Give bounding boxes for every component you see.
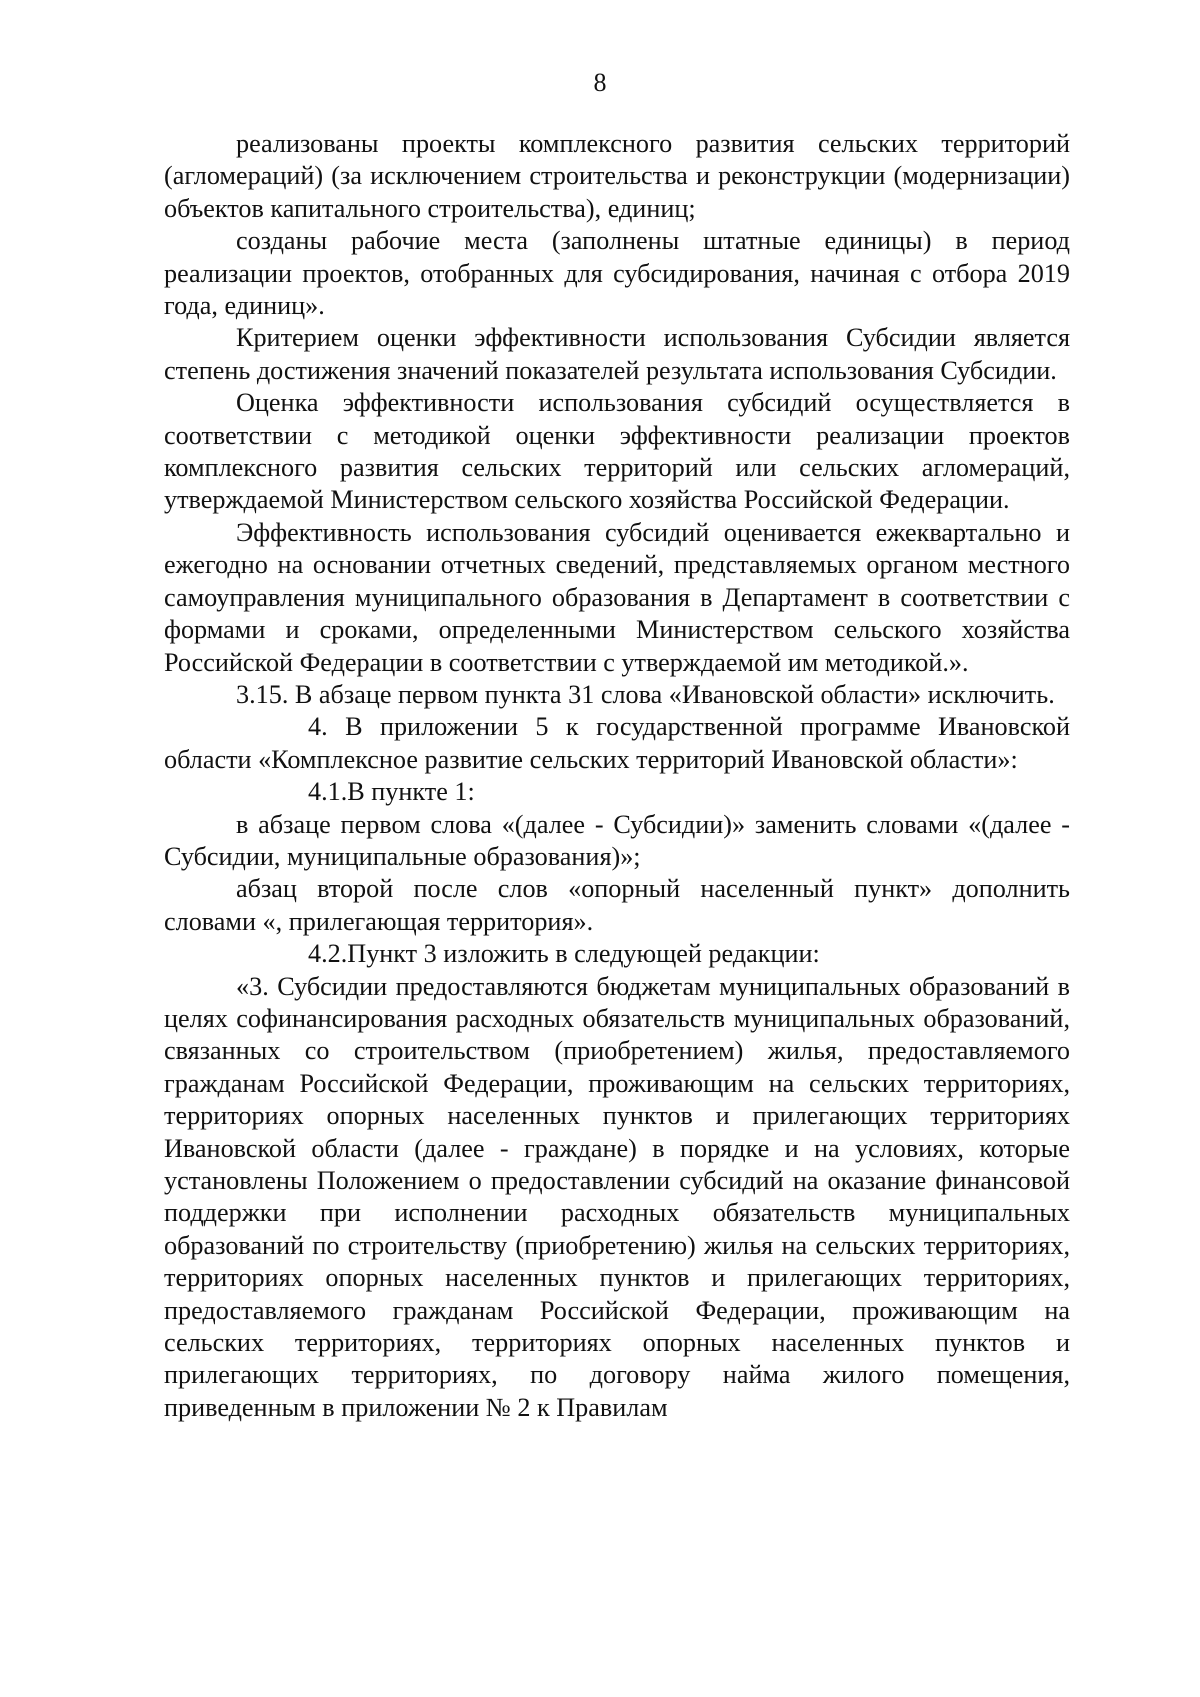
paragraph: Эффективность использования субсидий оценивается ежеквартально и ежегодно на основании отчетных сведений, представляемых органом местного самоуправления муниципального образования в Департамент в соответствии с формами и сроками, определенными Министерством сельского хозяйства Российской Федерации в соответствии с утверждаемой им методикой.».	[164, 517, 1070, 677]
page-number: 8	[593, 68, 607, 97]
paragraph-number: 4.2.	[308, 939, 348, 969]
paragraph: реализованы проекты комплексного развития сельских территорий (агломераций) (за исключением строительства и реконструкции (модернизации) объектов капитального строительства), единиц;	[164, 129, 1070, 223]
paragraph: Оценка эффективности использования субсидий осуществляется в соответствии с методикой оценки эффективности реализации проектов комплексного развития сельских территорий или сельских агломераций, утверждаемой Министерством сельского хозяйства Российской Федерации.	[164, 388, 1070, 515]
numbered-paragraph	[164, 711, 1070, 776]
paragraph: Критерием оценки эффективности использования Субсидии является степень достижения значений показателей результата использования Субсидии.	[164, 323, 1070, 385]
paragraph: созданы рабочие места (заполнены штатные единицы) в период реализации проектов, отобранных для субсидирования, начиная с отбора 2019 года, единиц».	[164, 226, 1070, 321]
paragraph: в абзаце первом слова «(далее - Субсидии)» заменить словами «(далее - Субсидии, муниципальные образования)»;	[164, 809, 1070, 871]
paragraph-text: Пункт 3 изложить в следующей редакции:	[347, 939, 820, 969]
paragraph-number: 4.	[308, 712, 328, 742]
paragraph-text: В приложении 5 к государственной программе Ивановской области «Комплексное развитие сельских территорий Ивановской области»:	[164, 712, 1070, 774]
paragraph: 3.15. В абзаце первом пункта 31 слова «Ивановской области» исключить.	[236, 679, 1055, 709]
paragraph-text: В пункте 1:	[347, 777, 475, 807]
document-body	[164, 128, 1070, 1424]
paragraph-number: 4.1.	[308, 777, 348, 807]
numbered-paragraph	[164, 938, 1070, 970]
numbered-paragraph	[164, 776, 1070, 808]
paragraph: абзац второй после слов «опорный населенный пункт» дополнить словами «, прилегающая территория».	[164, 874, 1070, 936]
paragraph: «3. Субсидии предоставляются бюджетам муниципальных образований в целях софинансирования расходных обязательств муниципальных образований, связанных со строительством (приобретением) жилья, предоставляемого гражданам Российской Федерации, проживающим на сельских территориях, территориях опорных населенных пунктов и прилегающих территориях Ивановской области (далее - граждане) в порядке и на условиях, которые установлены Положением о предоставлении субсидий на оказание финансовой поддержки при исполнении расходных обязательств муниципальных образований по строительству (приобретению) жилья на сельских территориях, территориях опорных населенных пунктов и прилегающих территориях, предоставляемого гражданам Российской Федерации, проживающим на сельских территориях, территориях опорных населенных пунктов и прилегающих территориях, по договору найма жилого помещения, приведенным в приложении № 2 к Правилам	[164, 971, 1070, 1422]
